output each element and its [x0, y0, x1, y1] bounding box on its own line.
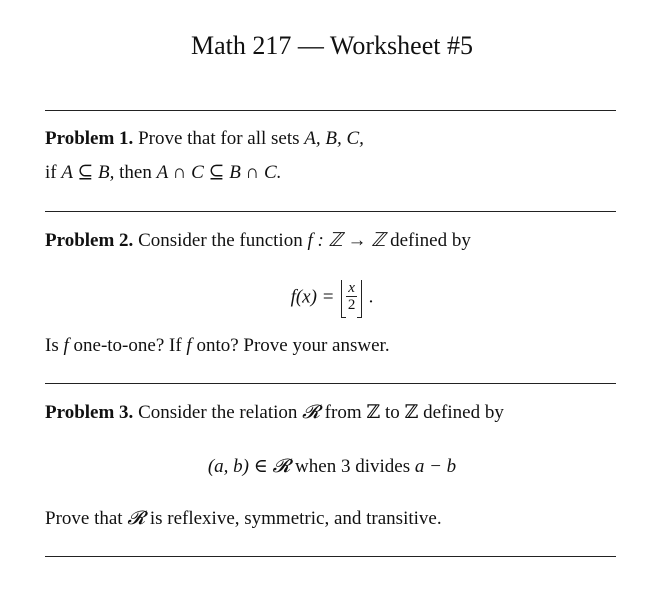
problem-1-sets: A, B, C,	[304, 128, 364, 149]
relation-symbol: 𝓡	[302, 402, 320, 423]
problem-2-line-1	[45, 229, 471, 253]
function-definition	[0, 280, 664, 316]
relation-when: when 3 divides	[295, 456, 411, 477]
conclusion-text: is reflexive, symmetric, and transitive.	[149, 508, 442, 529]
floor-brackets	[341, 280, 362, 316]
problem-2-label: Problem 2.	[45, 230, 134, 251]
problem-1-hypothesis: A ⊆ B,	[61, 162, 115, 183]
problem-1-line-1	[45, 127, 364, 151]
question-text: onto? Prove your answer.	[196, 335, 390, 356]
problem-3-defined-by: from ℤ to ℤ defined by	[324, 402, 504, 423]
divider	[45, 383, 616, 384]
question-text: one-to-one? If	[73, 335, 182, 356]
question-f: f	[63, 335, 69, 356]
fraction	[346, 280, 357, 313]
problem-3-intro: Consider the relation	[138, 402, 298, 423]
problem-1-label: Problem 1.	[45, 128, 134, 149]
page-title: Math 217 — Worksheet #5	[191, 31, 473, 60]
problem-3-line-1	[45, 401, 504, 425]
conclusion-text: Prove that	[45, 508, 123, 529]
problem-2-defined-by: defined by	[390, 230, 471, 251]
problem-1-text: Prove that for all sets	[138, 128, 300, 149]
problem-1-conclusion: A ∩ C ⊆ B ∩ C.	[156, 162, 282, 183]
relation-symbol: 𝓡	[127, 508, 146, 529]
problem-2-question	[45, 334, 390, 358]
divider	[45, 110, 616, 111]
fraction-denominator: 2	[347, 297, 356, 313]
divider	[45, 556, 616, 557]
relation-definition	[0, 455, 664, 479]
divider	[45, 211, 616, 212]
function-signature: f : ℤ → ℤ	[307, 230, 386, 251]
problem-2-intro: Consider the function	[138, 230, 303, 251]
problem-3-label: Problem 3.	[45, 402, 134, 423]
function-lhs: f(x) =	[290, 286, 335, 308]
problem-1-line-2	[45, 161, 281, 185]
relation-pair: (a, b) ∈ 𝓡	[207, 456, 291, 477]
question-text: Is	[45, 335, 59, 356]
question-f: f	[186, 335, 192, 356]
problem-1-then: then	[119, 162, 152, 183]
problem-1-if: if	[45, 162, 57, 183]
display-period: .	[368, 286, 374, 308]
problem-3-conclusion	[45, 507, 442, 531]
relation-expression: a − b	[414, 456, 457, 477]
fraction-numerator: x	[348, 280, 355, 296]
